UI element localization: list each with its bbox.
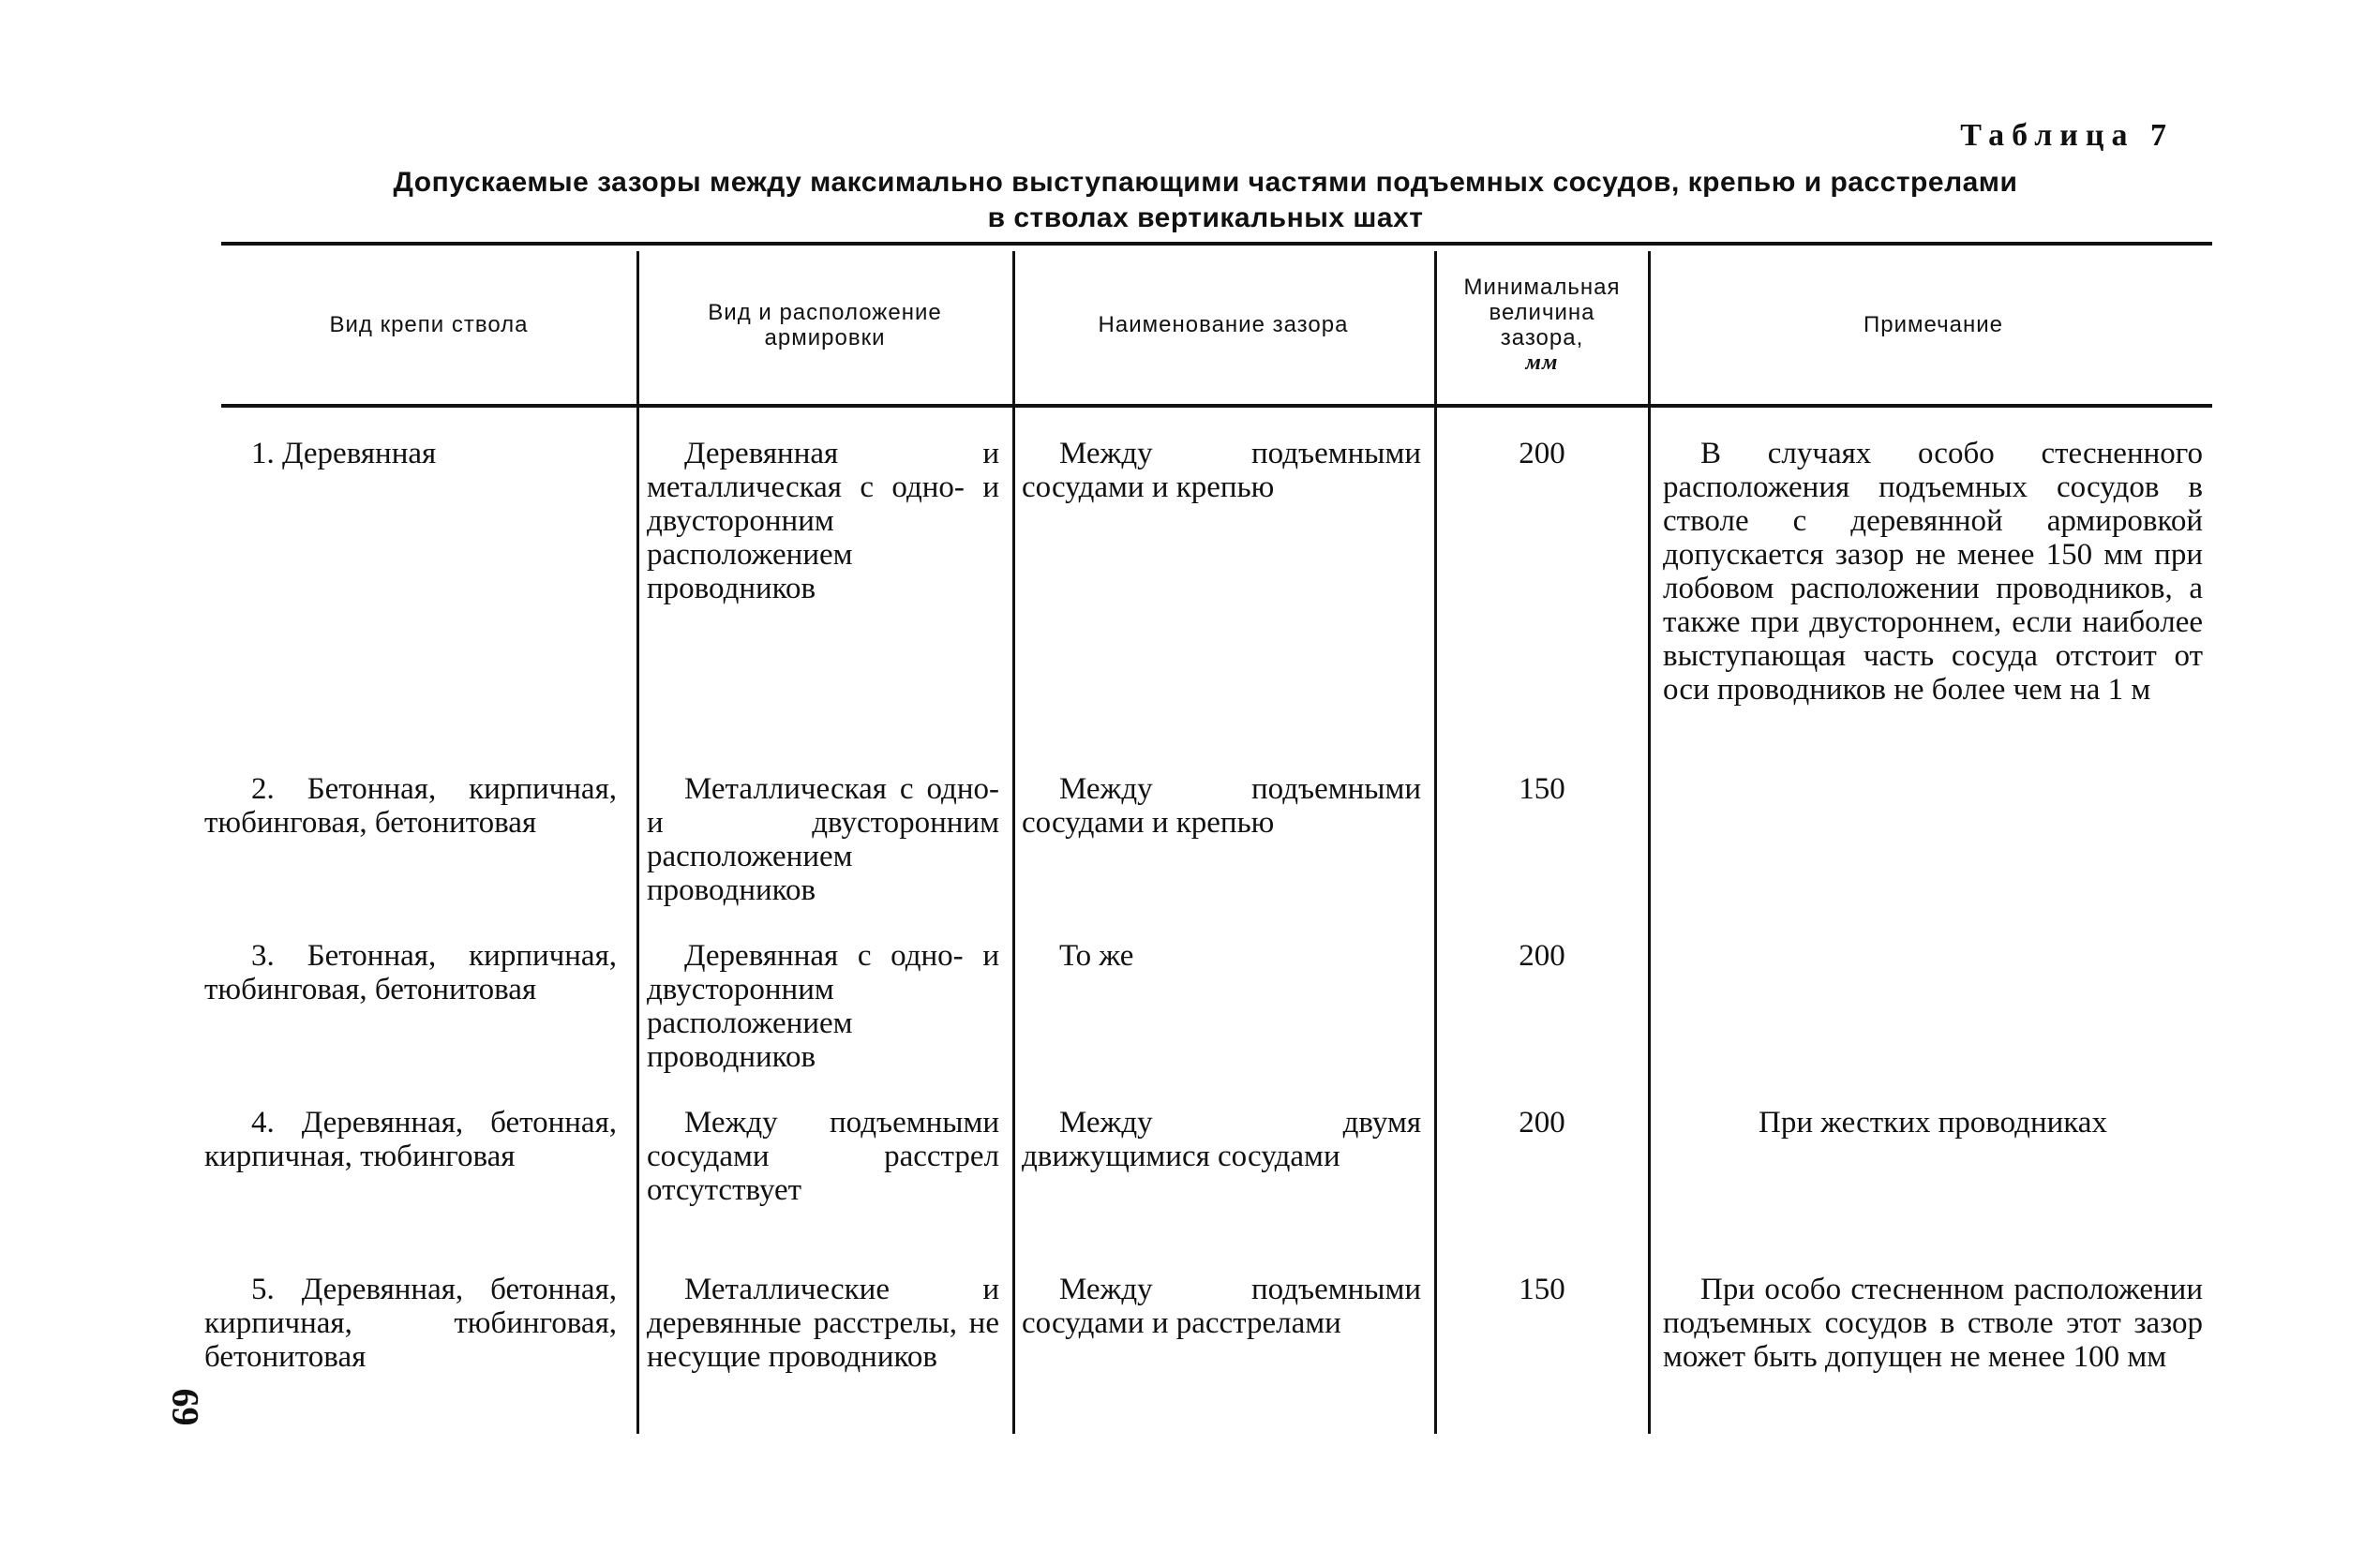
row1-armament: Деревянная и металлическая с одно- и двусторонним расположением проводников [647, 437, 999, 605]
row1-note: В случаях особо стесненного расположения подъемных сосудов в стволе с деревянной армировкой допускается зазор не менее 150 мм при лобовом расположении проводников, а также при двустороннем, если наиболее выступающая часть сосуда отстоит от оси проводников не более чем на 1 м [1663, 437, 2203, 707]
row1-gap: Между подъемными сосудами и крепью [1022, 437, 1421, 504]
row5-min: 150 [1519, 1273, 1565, 1306]
column-divider-3 [1434, 251, 1437, 1434]
row3-min: 200 [1519, 939, 1565, 973]
column-divider-2 [1012, 251, 1015, 1434]
table-title [221, 165, 2190, 236]
table-label: Таблица 7 [1960, 118, 2174, 153]
header-col-armament: Вид и расположение армировки [708, 299, 942, 350]
header-rule [221, 404, 2212, 408]
page-number: 69 [164, 1388, 207, 1426]
row4-gap: Между двумя движущимися сосудами [1022, 1106, 1421, 1173]
row5-note: При особо стесненном расположении подъемных сосудов в стволе этот зазор может быть допущен не менее 100 мм [1663, 1273, 2203, 1374]
column-divider-1 [636, 251, 639, 1434]
row1-min: 200 [1519, 437, 1565, 470]
row2-armament: Металлическая с одно- и двусторонним расположением проводников [647, 772, 999, 907]
row3-type: 3. Бетонная, кирпичная, тюбинговая, бетонитовая [204, 939, 617, 1006]
row3-armament: Деревянная с одно- и двусторонним расположением проводников [647, 939, 999, 1074]
row1-type: 1. Деревянная [251, 437, 437, 470]
row2-type: 2. Бетонная, кирпичная, тюбинговая, бетонитовая [204, 772, 617, 840]
row4-type: 4. Деревянная, бетонная, кирпичная, тюбинговая [204, 1106, 617, 1173]
title-line-2: в стволах вертикальных шахт [987, 202, 1424, 233]
row5-gap: Между подъемными сосудами и расстрелами [1022, 1273, 1421, 1340]
title-line-1: Допускаемые зазоры между максимально выступающими частями подъемных сосудов, крепью и расстрелами [393, 167, 2018, 198]
row4-min: 200 [1519, 1106, 1565, 1140]
header-col-min: Минимальная величина зазора, мм [1463, 274, 1621, 375]
header-col-type: Вид крепи ствола [329, 312, 529, 337]
row5-type: 5. Деревянная, бетонная, кирпичная, тюбинговая, бетонитовая [204, 1273, 617, 1374]
header-col-gap: Наименование зазора [1098, 312, 1349, 337]
column-divider-4 [1648, 251, 1651, 1434]
row2-gap: Между подъемными сосудами и крепью [1022, 772, 1421, 840]
row4-armament: Между подъемными сосудами расстрел отсутствует [647, 1106, 999, 1207]
header-col-note: Примечание [1864, 312, 2003, 337]
row4-note: При жестких проводниках [1759, 1106, 2107, 1140]
row3-gap: То же [1059, 939, 1134, 973]
row5-armament: Металлические и деревянные расстрелы, не несущие проводников [647, 1273, 999, 1374]
row2-min: 150 [1519, 772, 1565, 806]
